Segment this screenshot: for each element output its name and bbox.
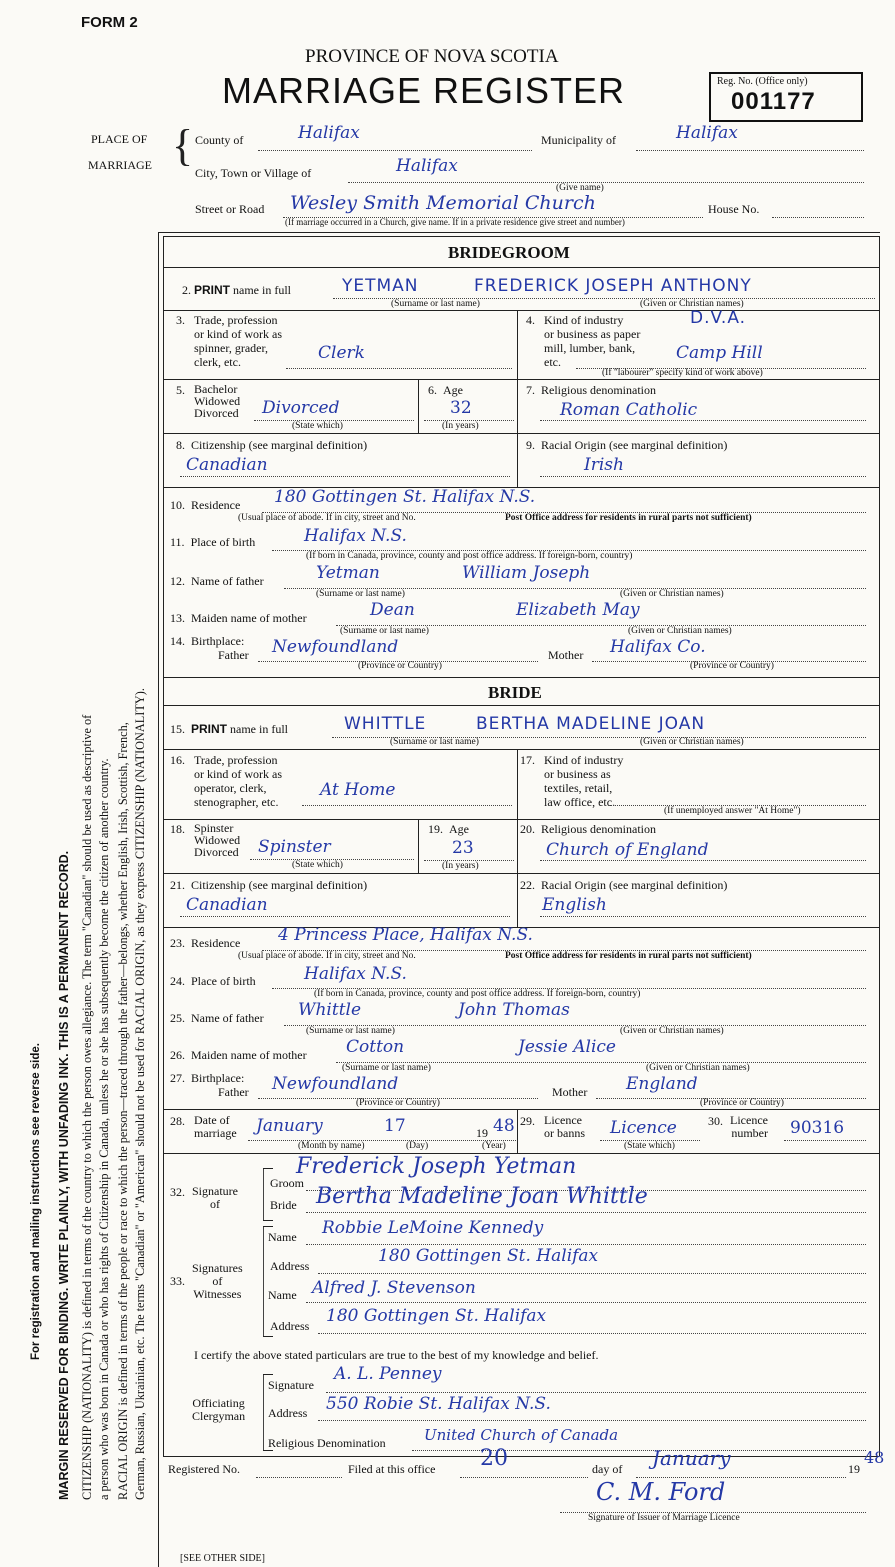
groom-item-2: 2. PRINT name in full (182, 283, 291, 297)
bride-age: 23 (452, 838, 474, 858)
groom-father-given: William Joseph (462, 563, 591, 583)
bride-mother-surname: Cotton (346, 1037, 405, 1057)
in-years-caption: (In years) (442, 421, 479, 431)
witness-2-name: Alfred J. Stevenson (312, 1278, 476, 1298)
municipality-label: Municipality of (541, 133, 616, 147)
filed-month: January (652, 1446, 731, 1470)
witness-1-name: Robbie LeMoine Kennedy (322, 1218, 544, 1238)
filed-year: 48 (864, 1448, 885, 1467)
licence-banns-label: Licence or banns (544, 1113, 585, 1140)
place-of-label: PLACE OF (91, 132, 148, 146)
groom-birthplace: Halifax N.S. (304, 526, 407, 546)
bride-surname: WHITTLE (344, 714, 427, 734)
marriage-label: MARRIAGE (88, 158, 153, 172)
margin-citizenship-def-2: a person who was born in Canada or who has rights of Citizenship in Canada, unless he or she has subsequently become the citizen of another country. (97, 758, 111, 1500)
groom-mother-birthplace: Halifax Co. (610, 637, 706, 657)
bride-father-birthplace: Newfoundland (272, 1074, 399, 1094)
groom-mother-given: Elizabeth May (516, 600, 640, 620)
bride-religion: Church of England (546, 840, 709, 860)
groom-surname: YETMAN (342, 276, 419, 296)
street-value: Wesley Smith Memorial Church (290, 192, 596, 214)
bride-trade: At Home (320, 780, 396, 800)
groom-residence: 180 Gottingen St. Halifax N.S. (274, 487, 536, 507)
groom-industry-top: D.V.A. (690, 308, 747, 328)
licence-number: 90316 (790, 1118, 845, 1138)
registered-no-label: Registered No. (168, 1462, 240, 1476)
issuer-caption: Signature of Issuer of Marriage Licence (588, 1513, 740, 1523)
city-label: City, Town or Village of (195, 166, 312, 180)
marriage-year: 48 (493, 1116, 515, 1136)
groom-mother-surname: Dean (370, 600, 415, 620)
street-label: Street or Road (195, 202, 265, 216)
margin-binding-note: MARGIN RESERVED FOR BINDING. WRITE PLAINLY, WITH UNFADING INK. THIS IS A PERMANENT RECORD. (57, 850, 71, 1500)
witnesses-label: Signatures of Witnesses (192, 1261, 243, 1301)
birth-caption: (If born in Canada, province, county and post office address. If foreign-born, country) (306, 551, 633, 561)
bride-residence: 4 Princess Place, Halifax N.S. (278, 925, 533, 945)
unemployed-caption: (If unemployed answer "At Home") (664, 806, 801, 816)
margin-racial-def-2: German, Russian, Ukrainian, etc. The terms "Canadian" or "American" should not be used for RACIAL ORIGIN, as they express CITIZENSHIP (NATIONALITY). (133, 688, 147, 1500)
margin-instructions: For registration and mailing instructions see reverse side. (30, 1043, 42, 1360)
county-label: County of (195, 133, 244, 147)
see-other-side: [SEE OTHER SIDE] (180, 1553, 265, 1564)
reg-number: 001177 (731, 88, 816, 115)
filed-day: 20 (480, 1446, 508, 1471)
bride-racial-origin: English (542, 895, 607, 915)
clergyman-address: 550 Robie St. Halifax N.S. (326, 1394, 551, 1414)
bride-given-names: BERTHA MADELINE JOAN (476, 714, 706, 734)
witness-2-address: 180 Gottingen St. Halifax (326, 1306, 547, 1326)
brace-icon: { (172, 121, 194, 170)
marriage-day: 17 (384, 1116, 406, 1136)
bride-mother-birthplace: England (626, 1074, 698, 1094)
municipality-value: Halifax (676, 123, 738, 143)
given-caption: (Given or Christian names) (640, 299, 744, 309)
give-name-caption: (Give name) (556, 183, 604, 193)
margin-racial-def: RACIAL ORIGIN is defined in terms of the people or race to which the person—traced through the father—belongs, whether English, Irish, Scottish, French, (116, 722, 130, 1500)
groom-status: Divorced (262, 398, 340, 418)
state-which-caption: (State which) (292, 421, 343, 431)
house-label: House No. (708, 202, 760, 216)
bridegroom-heading: BRIDEGROOM (448, 243, 570, 262)
groom-signature: Frederick Joseph Yetman (296, 1154, 577, 1179)
county-value: Halifax (298, 123, 360, 143)
groom-father-birthplace: Newfoundland (272, 637, 399, 657)
margin-citizenship-def: CITIZENSHIP (NATIONALITY) is defined in terms of the country to which the person owes allegiance. The term "Canadian" should be used as descriptive of (80, 714, 94, 1500)
bride-status-label: Spinster Widowed Divorced (194, 821, 241, 859)
reg-number-box (709, 72, 863, 122)
witness-1-address: 180 Gottingen St. Halifax (378, 1246, 599, 1266)
clergyman-signature: A. L. Penney (334, 1364, 442, 1384)
industry-caption: (If "labourer" specify kind of work above) (602, 368, 763, 378)
residence-caption-2: Post Office address for residents in rural parts not sufficient) (505, 513, 752, 523)
city-value: Halifax (396, 156, 458, 176)
signature-of-label: Signature of (192, 1184, 238, 1211)
form-number: FORM 2 (81, 14, 138, 31)
groom-religion: Roman Catholic (560, 400, 698, 420)
issuer-signature: C. M. Ford (596, 1478, 726, 1506)
groom-father-surname: Yetman (316, 563, 380, 583)
groom-trade: Clerk (318, 343, 365, 363)
street-note: (If marriage occurred in a Church, give name. If in a private residence give street and number) (285, 217, 625, 227)
groom-industry: Camp Hill (676, 343, 763, 363)
bride-citizenship: Canadian (186, 895, 268, 915)
groom-trade-label: Trade, profession or kind of work as spinner, grader, clerk, etc. (194, 313, 282, 369)
bride-birthplace: Halifax N.S. (304, 964, 407, 984)
bride-father-surname: Whittle (298, 1000, 362, 1020)
filed-label: Filed at this office (348, 1462, 436, 1476)
page-title: MARRIAGE REGISTER (222, 70, 626, 111)
licence-number-label: Licence number (730, 1113, 768, 1140)
reg-number-label: Reg. No. (Office only) (717, 76, 808, 87)
groom-given-names: FREDERICK JOSEPH ANTHONY (474, 276, 752, 296)
groom-age: 32 (450, 398, 472, 418)
officiating-clergyman-label: Officiating Clergyman (192, 1396, 246, 1423)
surname-caption: (Surname or last name) (391, 299, 480, 309)
bride-mother-given: Jessie Alice (518, 1037, 616, 1057)
bride-heading: BRIDE (488, 683, 542, 702)
groom-citizenship: Canadian (186, 455, 268, 475)
marriage-month: January (256, 1116, 323, 1136)
groom-racial-origin: Irish (584, 455, 624, 475)
groom-industry-label: Kind of industry or business as paper mill, lumber, bank, etc. (544, 313, 641, 369)
bride-trade-label: Trade, profession or kind of work as operator, clerk, stenographer, etc. (194, 753, 282, 809)
date-of-marriage-label: Date of marriage (194, 1113, 237, 1140)
licence-or-banns: Licence (610, 1118, 677, 1138)
certification-statement: I certify the above stated particulars are true to the best of my knowledge and belief. (194, 1348, 599, 1362)
bride-industry-label: Kind of industry or business as textiles, retail, law office, etc. (544, 753, 624, 809)
residence-caption: (Usual place of abode. If in city, street and No. (238, 513, 416, 523)
groom-status-label: Bachelor Widowed Divorced (194, 382, 241, 420)
bride-father-given: John Thomas (458, 1000, 570, 1020)
province-heading: PROVINCE OF NOVA SCOTIA (305, 46, 559, 67)
bride-status: Spinster (258, 837, 331, 857)
clergyman-denomination: United Church of Canada (424, 1426, 619, 1444)
bride-signature: Bertha Madeline Joan Whittle (316, 1184, 648, 1209)
bride-item-15: 15. PRINT name in full (170, 722, 288, 736)
